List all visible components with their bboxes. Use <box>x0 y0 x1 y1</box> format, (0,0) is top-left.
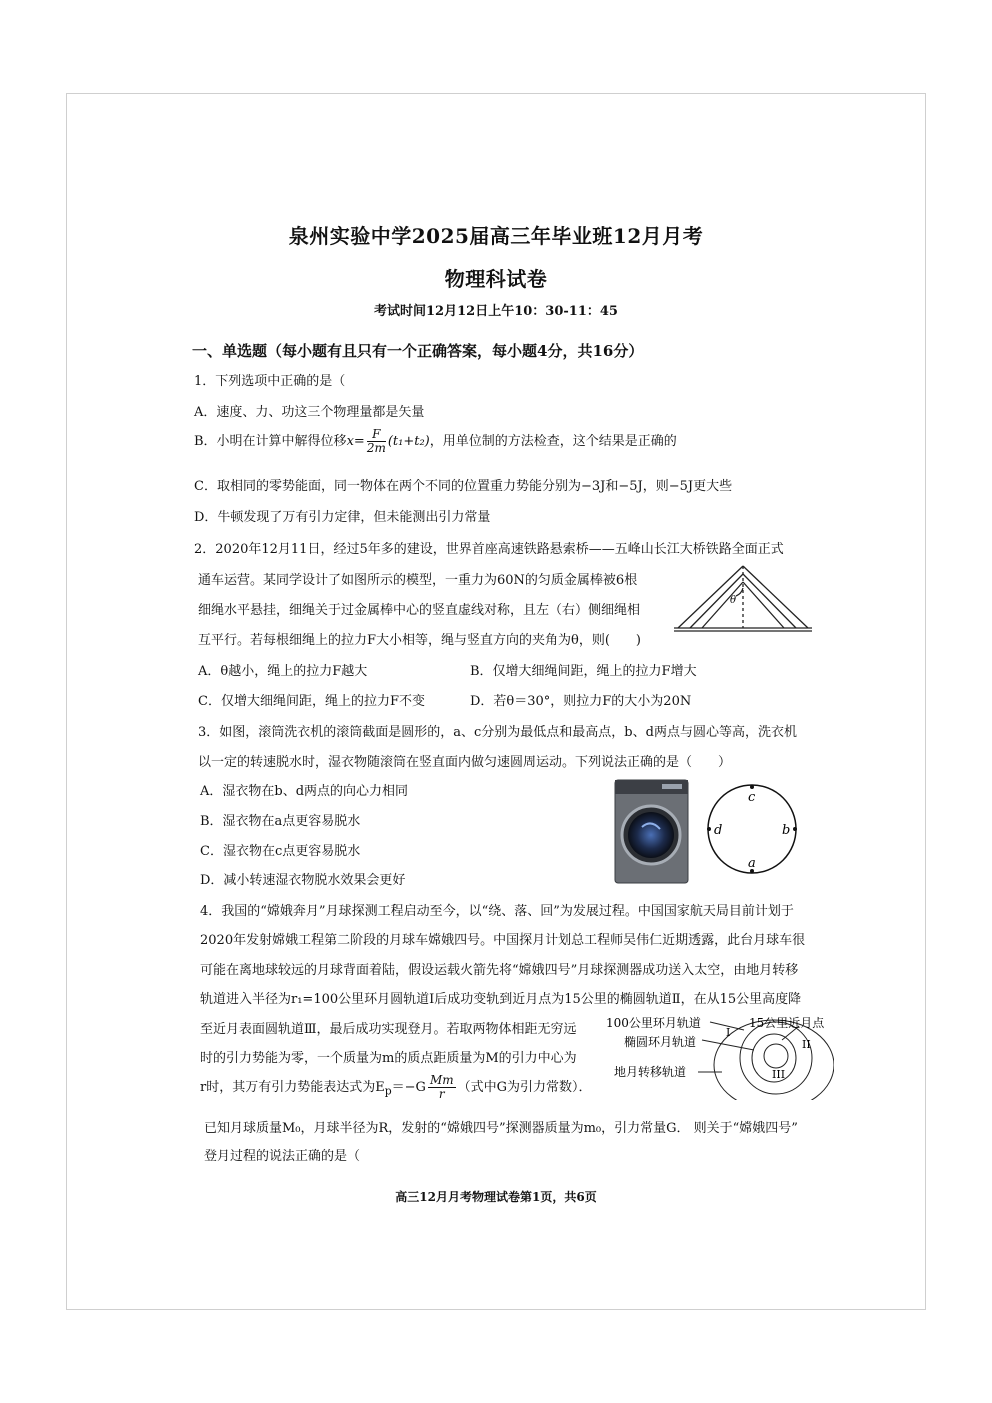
q2-option-a: A．θ越小，绳上的拉力F越大 <box>198 664 368 679</box>
q2-theta-label: θ <box>730 595 737 606</box>
q3-line-2: 以一定的转速脱水时，湿衣物随滚筒在竖直面内做匀速圆周运动。下列说法正确的是（ ） <box>198 755 732 770</box>
q3-line-1: 3．如图，滚筒洗衣机的滚筒截面是圆形的，a、c分别为最低点和最高点，b、d两点与圆心等高，洗衣机 <box>198 725 797 740</box>
q1-b-den: 2m <box>366 441 386 455</box>
q4-energy-num: Mm <box>429 1073 454 1087</box>
q4-energy-den: r <box>438 1087 445 1101</box>
section-title: 一、单选题（每小题有且只有一个正确答案，每小题4分，共16分） <box>192 342 644 360</box>
exam-title: 泉州实验中学2025届高三年毕业班12月月考 <box>288 224 704 248</box>
q4-line-1: 4．我国的“嫦娥奔月”月球探测工程启动至今，以“绕、落、回”为发展过程。中国国家航天局目前计划于 <box>200 904 794 919</box>
q3-option-d: D．减小转速湿衣物脱水效果会更好 <box>200 873 406 888</box>
drum-point-b: b <box>782 823 791 838</box>
q3-option-b: B．湿衣物在a点更容易脱水 <box>200 814 361 829</box>
orbit-label-100km: 100公里环月轨道 <box>606 1016 701 1030</box>
drum-point-c: c <box>748 790 756 805</box>
q4-line-3: 可能在离地球较远的月球背面着陆，假设运载火箭先将“嫦娥四号”月球探测器成功送入太空，由地月转移 <box>200 963 799 978</box>
q4-line-6: 时的引力势能为零，一个质量为m的质点距质量为M的引力中心为 <box>200 1051 577 1066</box>
page-footer: 高三12月月考物理试卷第1页，共6页 <box>395 1190 597 1204</box>
q1-stem: 1．下列选项中正确的是（ <box>194 374 346 389</box>
q4-energy-pre: r时，其万有引力势能表达式为E <box>200 1080 385 1095</box>
orbit-I-label: I <box>726 1026 731 1039</box>
q2-rope-figure <box>668 558 818 638</box>
orbit-III-label: III <box>772 1068 786 1081</box>
q2-option-b: B．仅增大细绳间距，绳上的拉力F增大 <box>470 664 697 679</box>
q2-line-1: 2．2020年12月11日，经过5年多的建设，世界首座高速铁路悬索桥——五峰山长江大桥铁路全面正式 <box>194 542 784 557</box>
q4-line-5: 至近月表面圆轨道Ⅲ，最后成功实现登月。若取两物体相距无穷远 <box>200 1022 577 1037</box>
orbit-label-15km: 15公里近月点 <box>749 1016 825 1030</box>
q1-b-num: F <box>367 428 386 442</box>
q1-option-b <box>194 428 677 455</box>
subject-title: 物理科试卷 <box>444 267 548 291</box>
q1-option-a: A．速度、力、功这三个物理量都是矢量 <box>194 405 425 420</box>
drum-point-d: d <box>714 823 723 838</box>
washing-machine-image <box>614 779 689 884</box>
q2-option-d: D．若θ＝30°，则拉力F的大小为20N <box>470 694 692 709</box>
q1-b-paren: (t₁+t₂) <box>387 434 430 449</box>
q1-b-var: x <box>346 434 354 449</box>
q4-line-9: 登月过程的说法正确的是（ <box>204 1149 361 1164</box>
orbit-diagram <box>604 1010 834 1100</box>
q4-energy-fraction <box>428 1074 456 1101</box>
q2-line-4: 互平行。若每根细绳上的拉力F大小相等，绳与竖直方向的夹角为θ，则( ) <box>198 633 641 648</box>
drum-circle-diagram <box>702 779 802 879</box>
q4-line-8: 已知月球质量M₀，月球半径为R，发射的“嫦娥四号”探测器质量为m₀，引力常量G． 则关于“嫦娥四号” <box>204 1121 798 1136</box>
q3-option-a: A．湿衣物在b、d两点的向心力相同 <box>200 784 409 799</box>
exam-time: 考试时间12月12日上午10：30-11：45 <box>374 304 618 319</box>
orbit-label-transfer: 地月转移轨道 <box>614 1065 687 1079</box>
q2-option-c: C．仅增大细绳间距，绳上的拉力F不变 <box>198 694 425 709</box>
q2-line-3: 细绳水平悬挂，细绳关于过金属棒中心的竖直虚线对称，且左（右）侧细绳相 <box>198 603 641 618</box>
q1-b-eq: = <box>353 434 365 449</box>
drum-point-a: a <box>748 856 756 871</box>
q1-option-d: D．牛顿发现了万有引力定律，但未能测出引力常量 <box>194 510 491 525</box>
q1-b-pre: B．小明在计算中解得位移 <box>194 434 347 449</box>
q4-energy-post: （式中G为引力常数）． <box>457 1080 592 1095</box>
q1-b-fraction <box>367 428 386 455</box>
q1-b-post: ，用单位制的方法检查，这个结果是正确的 <box>429 434 677 449</box>
orbit-label-ellipse: 椭圆环月轨道 <box>624 1035 697 1049</box>
q4-line-4: 轨道进入半径为r₁=100公里环月圆轨道Ⅰ后成功变轨到近月点为15公里的椭圆轨道Ⅱ，在从15公里高度降 <box>200 992 802 1007</box>
q4-line-7 <box>200 1074 592 1101</box>
q4-line-2: 2020年发射嫦娥工程第二阶段的月球车嫦娥四号。中国探月计划总工程师吴伟仁近期透露，此台月球车很 <box>200 933 806 948</box>
orbit-II-label: II <box>802 1038 811 1051</box>
q2-line-2: 通车运营。某同学设计了如图所示的模型，一重力为60N的匀质金属棒被6根 <box>198 573 638 588</box>
q4-energy-eq: ＝−G <box>391 1080 426 1095</box>
q3-option-c: C．湿衣物在c点更容易脱水 <box>200 844 361 859</box>
q1-option-c: C．取相同的零势能面，同一物体在两个不同的位置重力势能分别为−3J和−5J，则−5J更大些 <box>194 479 733 494</box>
q4-energy-sub: p <box>384 1084 392 1098</box>
